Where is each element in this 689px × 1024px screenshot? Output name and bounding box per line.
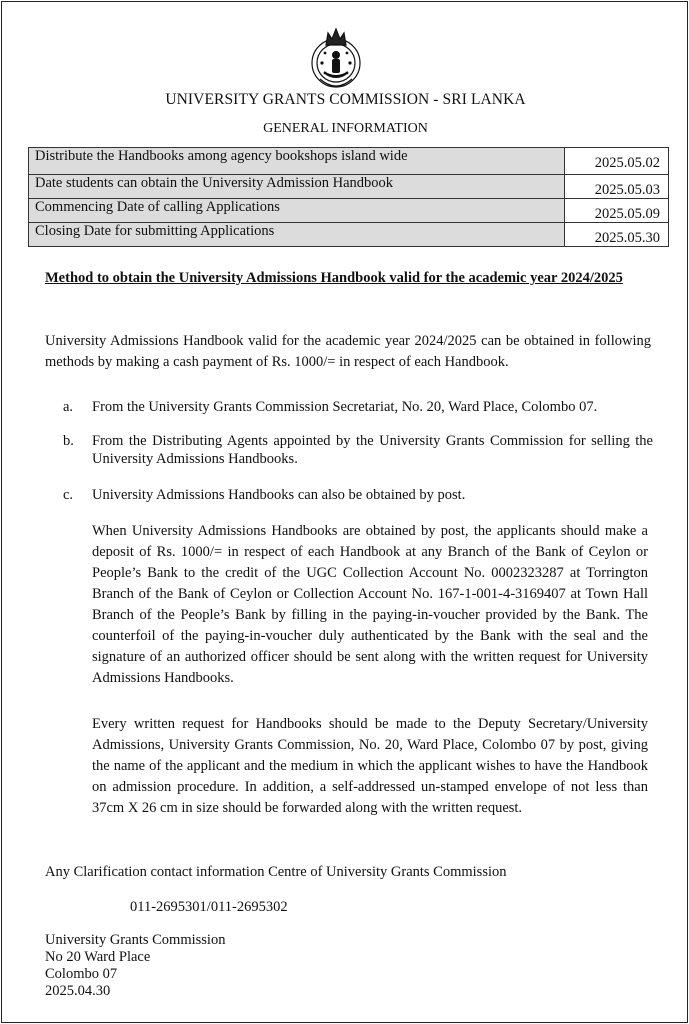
table-row xyxy=(29,199,669,223)
schedule-label: Date students can obtain the University Admission Handbook xyxy=(29,175,565,199)
document-page xyxy=(1,1,688,1023)
schedule-date: 2025.05.09 xyxy=(565,199,669,223)
table-row xyxy=(29,175,669,199)
schedule-label: Commencing Date of calling Applications xyxy=(29,199,565,223)
page-title: UNIVERSITY GRANTS COMMISSION - SRI LANKA xyxy=(165,91,526,108)
address-line: Colombo 07 xyxy=(45,966,118,982)
list-text: From the University Grants Commission Secretariat, No. 20, Ward Place, Colombo 07. xyxy=(92,399,598,415)
table-row xyxy=(29,148,669,175)
post-paragraph-deposit: When University Admissions Handbooks are obtained by post, the applicants should make a deposit of Rs. 1000/= in respect of each Handbook at any Branch of the Bank of Ceylon or People’s Bank to the credit of the UGC Collection Account No. 0002323287 at Torrington Branch of the Bank of Ceylon or Collection Account No. 167-1-001-4-3169407 at Town Hall Branch of the People’s Bank by filling in the paying-in-voucher provided by the Bank. The counterfoil of the paying-in-voucher duly authenticated by the Bank with the seal and the signature of an authorized officer should be sent along with the written request for University Admissions Handbooks. xyxy=(92,523,648,686)
schedule-date: 2025.05.02 xyxy=(565,148,669,175)
address-line: University Grants Commission xyxy=(45,932,226,948)
list-text: University Admissions Handbooks can also be obtained by post. xyxy=(92,487,466,503)
schedule-date: 2025.05.03 xyxy=(565,175,669,199)
schedule-label: Distribute the Handbooks among agency bookshops island wide xyxy=(29,148,565,175)
section-title: GENERAL INFORMATION xyxy=(263,121,428,136)
post-paragraph-request: Every written request for Handbooks should be made to the Deputy Secretary/University Admissions, University Grants Commission, No. 20, Ward Place, Colombo 07 by post, giving the name of the applicant and the medium in which the applicant wishes to have the Handbook on admission procedure. In addition, a self-addressed un-stamped envelope of not less than 37cm X 26 cm in size should be forwarded along with the written request. xyxy=(92,716,648,816)
phone-numbers: 011-2695301/011-2695302 xyxy=(130,899,288,915)
list-marker: c. xyxy=(63,487,74,503)
intro-paragraph: University Admissions Handbook valid for the academic year 2024/2025 can be obtained in following methods by making a cash payment of Rs. 1000/= in respect of each Handbook. xyxy=(45,333,651,370)
section-heading: Method to obtain the University Admissions Handbook valid for the academic year 2024/2025 xyxy=(45,270,623,286)
table-row xyxy=(29,223,669,247)
document-date: 2025.04.30 xyxy=(45,983,111,999)
schedule-table xyxy=(28,147,669,247)
address-line: No 20 Ward Place xyxy=(45,949,151,965)
list-marker: b. xyxy=(63,433,74,449)
address-block xyxy=(45,932,225,1000)
schedule-label: Closing Date for submitting Applications xyxy=(29,223,565,247)
list-marker: a. xyxy=(63,399,74,415)
clarification-text: Any Clarification contact information Centre of University Grants Commission xyxy=(45,864,507,880)
schedule-date: 2025.05.30 xyxy=(565,223,669,247)
list-text: From the Distributing Agents appointed by the University Grants Commission for selling the University Admissions Handbooks. xyxy=(92,433,653,467)
ugc-emblem-icon xyxy=(306,19,366,93)
